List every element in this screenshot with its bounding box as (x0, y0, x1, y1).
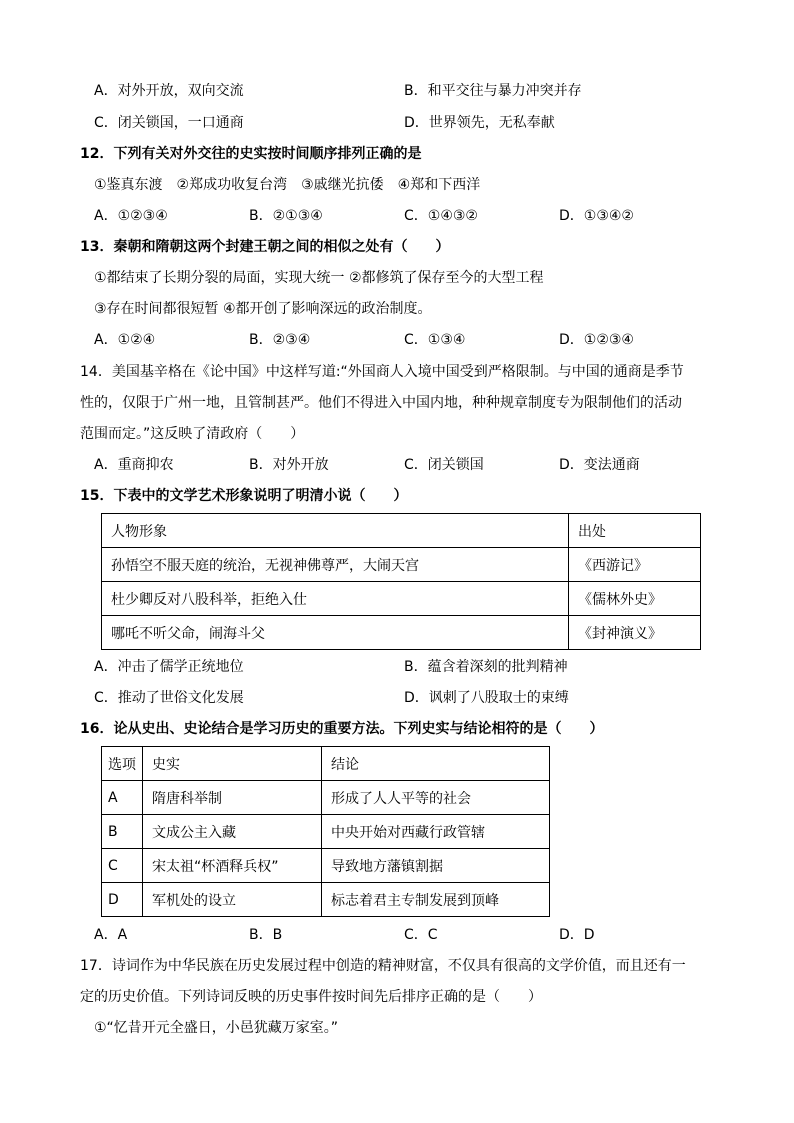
q11-option-b: B．和平交往与暴力冲突并存 (404, 83, 582, 99)
table-cell: 文成公主入藏 (143, 815, 322, 849)
table-cell: 杜少卿反对八股科举，拒绝入仕 (102, 582, 569, 616)
q16-option-d: D．D (559, 927, 595, 943)
table-cell: 标志着君主专制发展到顶峰 (322, 883, 550, 917)
q16-option-a: A．A (94, 927, 128, 943)
q15-table (101, 513, 701, 650)
q14-option-b: B．对外开放 (249, 457, 329, 473)
q12-option-c: C．①④③② (404, 208, 478, 224)
q15-option-a: A．冲击了儒学正统地位 (94, 659, 244, 675)
q16-header-fact: 史实 (143, 747, 322, 781)
q17-stem-line2: 定的历史价值。下列诗词反映的历史事件按时间先后排序正确的是（ ） (80, 989, 542, 1005)
q12-stem: 12．下列有关对外交往的史实按时间顺序排列正确的是 (80, 146, 422, 162)
q16-header-conclusion: 结论 (322, 747, 550, 781)
table-cell: 军机处的设立 (143, 883, 322, 917)
q16-option-c: C．C (404, 927, 438, 943)
q13-items-line2: ③存在时间都很短暂 ④都开创了影响深远的政治制度。 (94, 301, 432, 317)
table-cell: C (102, 849, 143, 883)
table-row (102, 747, 550, 781)
table-cell: 宋太祖“杯酒释兵权” (143, 849, 322, 883)
q16-stem: 16．论从史出、史论结合是学习历史的重要方法。下列史实与结论相符的是（ ） (80, 721, 604, 737)
table-cell: 隋唐科举制 (143, 781, 322, 815)
table-row (102, 582, 701, 616)
q14-stem-line2: 性的，仅限于广州一地，且管制甚严。他们不得进入中国内地，种种规章制度专为限制他们的活动 (80, 395, 682, 411)
q16-table (101, 746, 550, 917)
q17-poem-1: ①“忆昔开元全盛日，小邑犹藏万家室。” (94, 1020, 339, 1036)
q14-option-a: A．重商抑农 (94, 457, 174, 473)
q14-stem-line1: 14．美国基辛格在《论中国》中这样写道:“外国商人入境中国受到严格限制。与中国的通商是季节 (80, 364, 684, 380)
table-row (102, 781, 550, 815)
q13-option-a: A．①②④ (94, 332, 156, 348)
table-row (102, 616, 701, 650)
table-cell: 导致地方藩镇割据 (322, 849, 550, 883)
q14-option-d: D．变法通商 (559, 457, 640, 473)
q16-header-option: 选项 (102, 747, 143, 781)
q13-option-b: B．②③④ (249, 332, 311, 348)
q15-option-b: B．蕴含着深刻的批判精神 (404, 659, 568, 675)
table-cell: 形成了人人平等的社会 (322, 781, 550, 815)
table-row (102, 548, 701, 582)
table-cell: B (102, 815, 143, 849)
q12-option-b: B．②①③④ (249, 208, 323, 224)
q12-option-a: A．①②③④ (94, 208, 168, 224)
q15-option-c: C．推动了世俗文化发展 (94, 690, 244, 706)
q14-option-c: C．闭关锁国 (404, 457, 484, 473)
table-cell: 《封神演义》 (569, 616, 701, 650)
q11-option-a: A．对外开放，双向交流 (94, 83, 244, 99)
q15-header-source: 出处 (569, 514, 701, 548)
q13-stem: 13．秦朝和隋朝这两个封建王朝之间的相似之处有（ ） (80, 239, 450, 255)
q11-option-d: D．世界领先，无私奉献 (404, 115, 555, 131)
q17-stem-line1: 17．诗词作为中华民族在历史发展过程中创造的精神财富，不仅具有很高的文学价值，而且还有一 (80, 958, 686, 974)
table-cell: A (102, 781, 143, 815)
table-cell: 《西游记》 (569, 548, 701, 582)
table-cell: 中央开始对西藏行政管辖 (322, 815, 550, 849)
q14-stem-line3: 范围而定。”这反映了清政府（ ） (80, 426, 305, 442)
table-row (102, 514, 701, 548)
q13-option-c: C．①③④ (404, 332, 466, 348)
q13-option-d: D．①②③④ (559, 332, 634, 348)
q16-option-b: B．B (249, 927, 283, 943)
q12-option-d: D．①③④② (559, 208, 634, 224)
table-row (102, 849, 550, 883)
table-cell: 哪吒不听父命，闹海斗父 (102, 616, 569, 650)
q15-option-d: D．讽刺了八股取士的束缚 (404, 690, 569, 706)
table-cell: 孙悟空不服天庭的统治，无视神佛尊严，大闹天宫 (102, 548, 569, 582)
table-row (102, 883, 550, 917)
q15-header-figure: 人物形象 (102, 514, 569, 548)
table-cell: D (102, 883, 143, 917)
q15-stem: 15．下表中的文学艺术形象说明了明清小说（ ） (80, 488, 408, 504)
q13-items-line1: ①都结束了长期分裂的局面，实现大统一 ②都修筑了保存至今的大型工程 (94, 270, 544, 286)
table-row (102, 815, 550, 849)
q11-option-c: C．闭关锁国，一口通商 (94, 115, 244, 131)
q12-items: ①鉴真东渡 ②郑成功收复台湾 ③戚继光抗倭 ④郑和下西洋 (94, 177, 481, 193)
table-cell: 《儒林外史》 (569, 582, 701, 616)
